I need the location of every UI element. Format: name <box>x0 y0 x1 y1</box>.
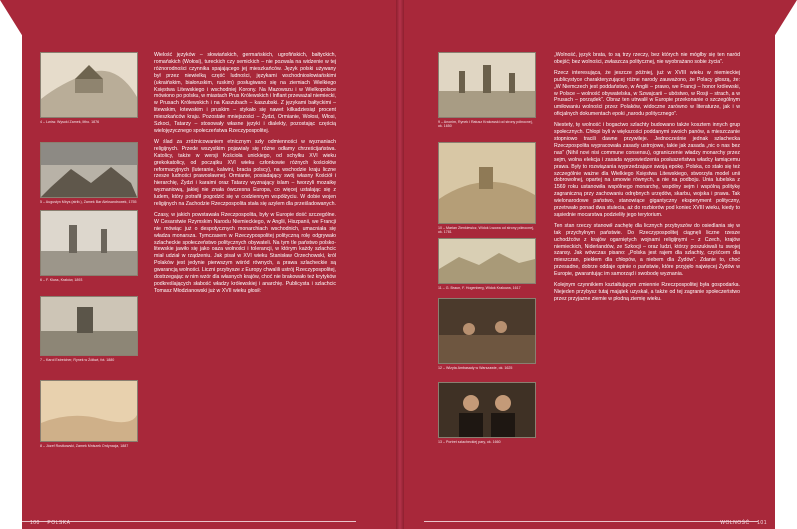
figure-image <box>438 298 536 364</box>
left-text-column <box>154 52 336 299</box>
figure-7 <box>438 142 536 234</box>
right-text-column <box>554 52 740 307</box>
figure-caption: 11 – G. Braun, F. Hogenberg, Widok Krakowa, 1617 <box>438 286 521 290</box>
paragraph: Czasy, w jakich powstawała Rzeczpospolita, były w Europie dość szczególne. W Cesarstwie Rzymskim Narodu Niemieckiego, w Anglii, Hiszpanii, we Francji nie mówiąc już o despotycznych monarchiach wschodnich, umacniała się władza monarsza. Tymczasem w Rzeczypospolitej polityczną rolę odgrywało szlacheckie społeczeństwo politycznych obywateli. Na tym tle państwo polsko-litewskie jawiło się jako oaza wolności i tolerancji, w którym każdy szlachcic miał udział w rządzeniu. Jak pisał w XVI wieku Stanisław Orzechowski, król Polaków jest jedynie pierwszym wśród równych, a prawa szlacheckie są gwarancją wolności. Liczni przybysze z Europy chwalili ustrój Rzeczypospolitej, dostrzegając w nim wzór dla własnych krajów, choć nie brakowało też krytyków podkreślających słabość władzy królewskiej i anarchię. Publicysta i szlachcic Tomasz Młodzianowski już w XVII wieku głosił: <box>154 211 336 294</box>
figure-image <box>40 52 138 118</box>
figure-6 <box>438 52 536 128</box>
paragraph: Rzecz interesująca, że jeszcze później, już w XVIII wieku w niemieckiej publicystyce charakteryzującej różne narody zauważono, że Polacy głoszą, że: „W Niemczech jest poddaństwo, w Anglii – prawo, we Francji – honor królewski, w Polsce – wolność obywatelska, w Szwajcarii – ubóstwo, w Rosji – strach, a w Prusach – porządek”. Obraz ten utrwalił w Europie przekonanie o szczególnym umiłowaniu wolności przez Polaków, widoczne zarówno w literaturze, jak i w oficjalnych dokumentach epoki „narodu politycznego”. <box>554 69 740 118</box>
paragraph: „Wolność, język brata, to są trzy rzeczy, bez których nie mógłby się ten naród obejść; bez wolności, zwłaszcza politycznej, nie wyobrażano sobie życia”. <box>554 52 740 65</box>
paragraph: Ten stan rzeczy stanowił zachętę dla licznych przybyszów do osiedlania się w tak przychylnym państwie. Do Rzeczypospolitej ciągnęli liczne rzesze uchodźców z krajów ogarniętych wojnami religijnymi – z Czech, krajów niemieckich, Niderlandów, ze Szkocji – oraz ludzi, którzy poszukiwali tu swojej szansy. Jak wówczas pisano: „Polska jest rajem dla szlachty, czyśćcem dla mieszczan, piekłem dla chłopów, a niebem dla Żydów”. Zdanie to, choć przesadne, dobrze oddaje opinie o państwie, które przyjęło najwięcej Żydów w Europie, gwarantując im samorząd i swobodę wyznania. <box>554 222 740 278</box>
figure-image <box>40 380 138 442</box>
left-folio <box>30 520 70 526</box>
corner-mark <box>0 0 30 48</box>
figure-caption: 10 – Marian Zienkiewicz, Widok Lwowa od strony północnej, ok. 1781 <box>438 226 534 235</box>
section-label: POLSKA <box>47 520 71 526</box>
figure-image <box>438 142 536 224</box>
figure-3 <box>40 210 138 282</box>
figure-image <box>438 52 536 118</box>
figure-caption: 12 – Wizyta Ambasady w Warszawie, ok. 1625 <box>438 366 513 370</box>
figure-8 <box>438 238 536 290</box>
figure-caption: 6 – F. Kluss, Kraków, 1893 <box>40 278 83 282</box>
figure-caption: 4 – Lwów. Wysoki Zamek, litho. 1876 <box>40 120 100 124</box>
figure-caption: 8 – Józef Rostkowski, Zamek Mniszek Ordynacja, 1887 <box>40 444 129 448</box>
figure-2 <box>40 142 138 204</box>
paragraph: Kolejnym czynnikiem kształtującym zmiennie Rzeczpospolitej była gospodarka. Niejeden przybysz tutaj majątek uzyskał, a także od tej zagranie społeczeństwo przez przyjazne ziemie w płodną ziemię wieku. <box>554 282 740 302</box>
page-number: 101 <box>757 520 767 526</box>
figure-caption: 5 – Augustyn Mirys (atrib.), Zamek Bar Aleksandrowek, 1755 <box>40 200 137 204</box>
figure-10 <box>438 382 536 444</box>
paragraph: W ślad za zróżnicowaniem etnicznym szły odmienności w wyznaniach religijnych. Przede wszystkim pojawiały się różne odłamy chrześcijaństwa. Katolicy, także w wersji Kościoła unickiego, od schyłku XVI wieku grekokatolicy, od początku XVI wieku członkowie różnych kościołów reformacyjnych (luteranie, kalwini, bracia polscy), na wschodzie kraju liczne rzesze ludności prawosławnej. Ormianie, posiadający swój własny Kościół i hierarchię, Żydzi i karaimi oraz Tatarzy wyznający islam – tworzyli mozaikę wyznaniową, jakiej nie znała ówczesna Europa, co więcej ustalając się z ludem, który potrafił pogodzić się w codziennym współżyciu. W dobie wojen religijnych na Zachodzie Rzeczpospolita stała się azylem dla prześladowanych. <box>154 138 336 208</box>
figure-image <box>40 296 138 356</box>
figure-image <box>40 210 138 276</box>
figure-image <box>438 238 536 284</box>
paragraph: Wielość języków – słowiańskich, germańskich, ugrofińskich, bałtyckich, romańskich (Wołosi), tureckich czy semickich – nie pozwala na widzenie w tej różnorodności czynnika spajającego jej mieszkańców. Język polski używany był przez niewielką część ludności, językami wschodniosłowiańskimi (ukraińskim, białoruskim, ruskim) posługiwano się na ziemiach Wielkiego Księstwa Litewskiego i wschodniej Korony. Na Mazowszu i w Wielkopolsce mówiono po polsku, w miastach Prus Królewskich i Inflant przeważał niemiecki, w Prusach Królewskich i na Kaszubach – kaszubski. Z językami bałtyckimi – litewskim, łotewskim i pruskim – stykało się nawet kilkadziesiąt procent mieszkańców kraju. Pozostałe mniejszości – Żydzi, Ormianie, Wołosi, Włosi, Szkoci, Tatarzy – stosowały własne języki i dialekty, pozostając częścią wielojęzycznego społeczeństwa Rzeczypospolitej. <box>154 52 336 134</box>
right-page-margin <box>775 0 797 529</box>
section-label: WOLNOŚĆ <box>720 520 750 526</box>
paragraph: Niestety, tę wolność i bogactwo szlachty budowano także kosztem innych grup społecznych. Chłopi byli w większości poddanymi swoich panów, a mieszczanie stopniowo tracili dawne przywileje. Jednocześnie jednak szlachecka Rzeczpospolita wypracowała zasady ustrojowe, takie jak zasada „nic o nas bez nas” (Nihil novi nisi commune consensu), ograniczenie władzy monarchy przez sejm, wolna elekcja i zasada wypowiedzenia posłuszeństwa władcy łamiącemu prawa. Były to rozwiązania wyprzedzające swoją epokę. Polska, co stało się też szczególnie ważne dla Wielkiego Księstwa Litewskiego, stworzyła model unii dobrowolnej, opartej na umowie równych, a nie na podboju. Unia lubelska z 1569 roku ustanowiła wspólnego monarchę, wspólny sejm i wspólną politykę zagraniczną przy zachowaniu odrębnych urzędów, skarbu, wojska i prawa. Tak wielonarodowe państwo, stanowiące gigantyczny eksperyment polityczny, przetrwało ponad dwa stulecia, aż do rozbiorów pod koniec XVIII wieku, kiedy to sąsiednie mocarstwa podzieliły jego terytorium. <box>554 122 740 218</box>
figure-4 <box>40 296 138 362</box>
figure-caption: 13 – Portret szlacheckiej pary, ok. 1660 <box>438 440 501 444</box>
left-footer-rule <box>22 521 356 522</box>
figure-5 <box>40 380 138 448</box>
figure-1 <box>40 52 138 124</box>
right-folio <box>720 520 767 526</box>
figure-image <box>438 382 536 438</box>
spine <box>396 0 404 529</box>
figure-caption: 9 – Anonim, Rynek i Ratusz Krakowski od strony północnej, ok. 1650 <box>438 120 533 129</box>
corner-mark <box>767 0 797 48</box>
figure-caption: 7 – Karol Estreicher, Rynek w Żółkwi, fot. 1880 <box>40 358 115 362</box>
left-page-margin <box>0 0 22 529</box>
figure-image <box>40 142 138 198</box>
right-footer-rule <box>424 521 758 522</box>
page-number: 100 <box>30 520 40 526</box>
figure-9 <box>438 298 536 370</box>
